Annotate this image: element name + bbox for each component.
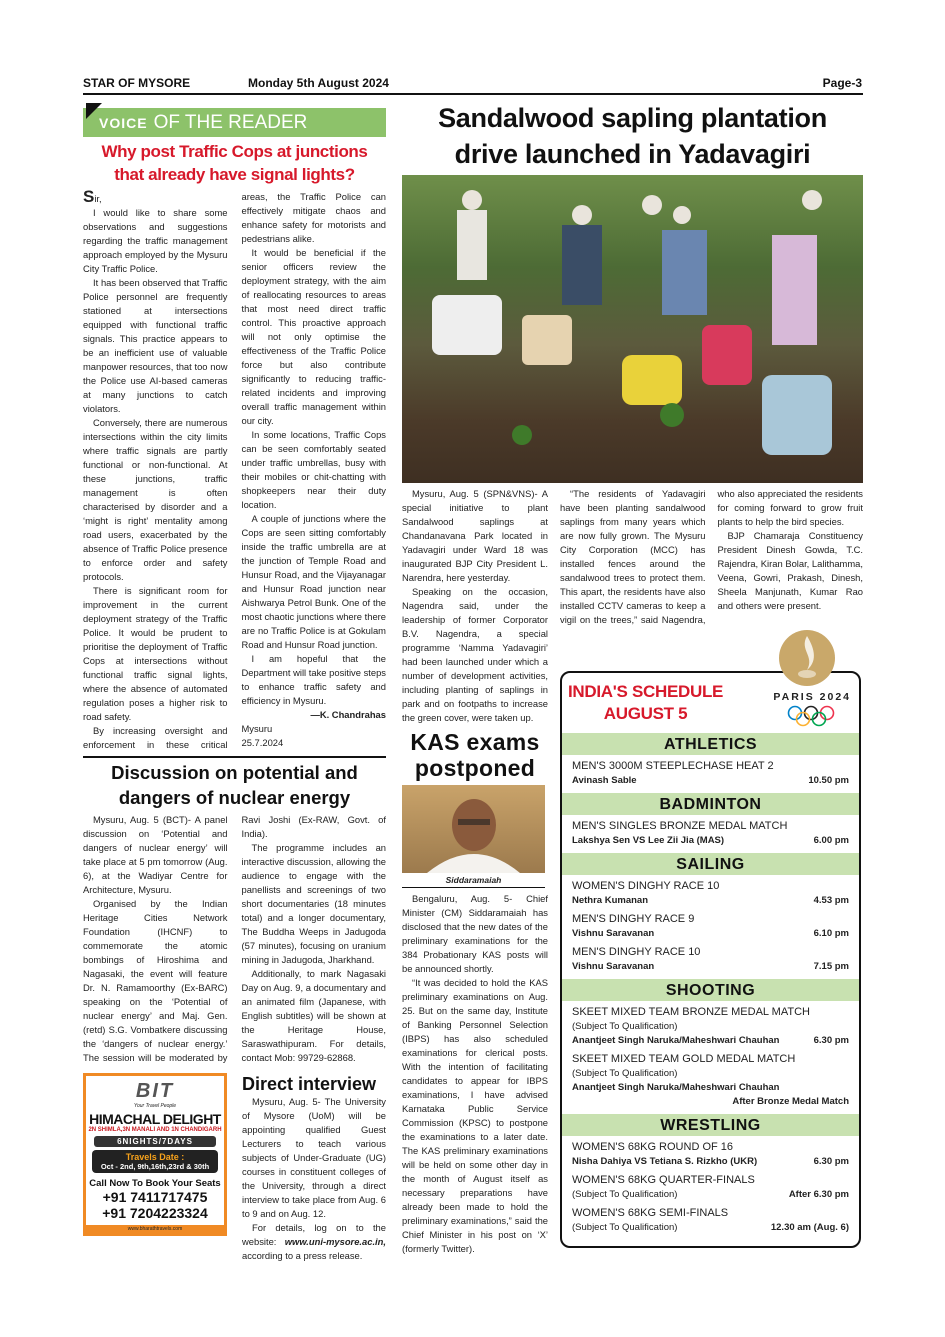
- athlete-name: Anantjeet Singh Naruka/Maheshwari Chauhan: [572, 1035, 780, 1046]
- signature: —K. Chandrahas: [310, 709, 386, 720]
- athlete-name: Vishnu Saravanan: [572, 928, 655, 939]
- headline-line: KAS exams: [410, 729, 540, 755]
- letter-headline: [83, 140, 386, 186]
- schedule-title: [568, 681, 723, 725]
- paragraph: It would be beneficial if the senior officers review the deployment strategy, with the aim of reallocating resources to areas that most need direct traffic control. This proactive approach will not only optimise the effectiveness of the Traffic Police force but also contribute significantly to reducing traffic-related incidents and improving overall traffic management within our city.: [241, 247, 386, 426]
- event-row: [572, 1188, 849, 1202]
- sandalwood-headline: [402, 100, 863, 172]
- headline-line: postponed: [414, 755, 536, 781]
- sport-events: [562, 819, 859, 853]
- header-rule: [83, 93, 863, 95]
- paragraph: Conversely, there are numerous intersections within the city limits where traffic signals are partly functional or non-functional. At these junctions, traffic management is often characterised by disorder and a ‘might is right’ mentality among road users, exacerbated by the absence of Traffic Police presence to enforce order and safety protocols.: [83, 417, 228, 582]
- india-schedule-box: [560, 671, 861, 1248]
- ad-brand-logo: BIT: [135, 1079, 175, 1102]
- paragraph: Organised by the Indian Heritage Cities Network Foundation (IHCNF) to commemorate the atomic bombings of Hiroshima and Nagasaki, the event will feature Dr. N. Ramamoorthy (Ex-BARC) speaking on the ‘Potential of nuclear energy’ and Maj. Gen. (retd) S.G. Vombatkere discussing the ‘dangers of nuclear energy.’ The session will be moderated by Ravi Joshi (Ex-RAW, Govt. of India).: [83, 813, 386, 1063]
- event-name: MEN'S SINGLES BRONZE MEDAL MATCH: [572, 820, 788, 832]
- headline-line: dangers of nuclear energy: [118, 786, 351, 808]
- paragraph: Additionally, to mark Nagasaki Day on Aug. 9, a documentary and an animated film (Japanese, with English subtitles) will be shown at the Heritage House, Saraswathipuram. For details, contact Mob: 99729-62868.: [241, 967, 386, 1063]
- event-row: [572, 894, 849, 908]
- ad-tagline: Your Travel People: [133, 1102, 177, 1109]
- page-number: Page-3: [822, 76, 862, 90]
- paragraph: By increasing oversight and enforcement in these critical areas, the Traffic Police can effectively mitigate chaos and enhance safety for motorists and pedestrians alike.: [83, 191, 386, 750]
- title-line: INDIA'S SCHEDULE: [568, 682, 724, 701]
- left-column: [83, 103, 386, 1263]
- paragraph: It has been observed that Traffic Police personnel are frequently stationed at intersections equipped with functional traffic signals. This practice appears to be an inefficient use of valuable manpower resources, that too now the Police use AI-based cameras at many junctions to catch violators.: [83, 277, 228, 414]
- letter-date: 25.7.2024: [241, 737, 284, 748]
- event-name: WOMEN'S DINGHY RACE 10: [572, 880, 720, 892]
- event-row: [572, 1081, 849, 1095]
- schedule-list: [562, 733, 859, 1240]
- event-name: WOMEN'S 68KG ROUND OF 16: [572, 1141, 734, 1153]
- qualification-note: (Subject To Qualification): [572, 1189, 678, 1200]
- event-name: MEN'S DINGHY RACE 9: [572, 913, 695, 925]
- kas-headline: [402, 729, 548, 781]
- event-time: 4.53 pm: [813, 895, 849, 906]
- paris-2024-wordmark: PARIS 2024: [773, 691, 851, 703]
- ad-dates: Oct - 2nd, 9th,16th,23rd & 30th: [100, 1161, 210, 1171]
- event-row: [572, 927, 849, 941]
- qualification-note: (Subject To Qualification): [572, 1068, 678, 1079]
- sport-events: [562, 1140, 859, 1240]
- ad-phone[interactable]: +91 7411717475: [102, 1188, 208, 1205]
- letter-body: [83, 187, 386, 752]
- qualification-note: (Subject To Qualification): [572, 1021, 678, 1032]
- right-column: [560, 487, 863, 1248]
- banner-rest: OF THE READER: [153, 112, 308, 133]
- event-time: 6.10 pm: [813, 928, 849, 939]
- ad-website[interactable]: www.bharathtravels.com: [86, 1225, 224, 1233]
- event-name: MEN'S 3000M STEEPLECHASE HEAT 2: [572, 760, 774, 772]
- interview-article: [242, 1073, 386, 1263]
- event-time: 10.50 pm: [808, 775, 849, 786]
- photo-caption: Siddaramaiah: [402, 873, 545, 888]
- athlete-name: Anantjeet Singh Naruka/Maheshwari Chauhan: [572, 1082, 780, 1093]
- event-row: [572, 774, 849, 788]
- headline-line: Discussion on potential and: [111, 761, 358, 783]
- athlete-name: Lakshya Sen VS Lee Zii Jia (MAS): [572, 835, 725, 846]
- athlete-name: Avinash Sable: [572, 775, 637, 786]
- kas-body: [402, 892, 548, 1256]
- headline-line: drive launched in Yadavagiri: [454, 139, 811, 169]
- event-time: After Bronze Medal Match: [732, 1096, 849, 1107]
- schedule-wrapper: [560, 671, 863, 1248]
- paragraph: “The residents of Yadavagiri have been planting sandalwood saplings from many years which are now fully grown. The Mysuru City Corporation (MCC) has installed fences around the sandalwood trees to protect them. This apart, the residents have also installed CCTV cameras to keep a vigil on the trees,” said Nagendra, who also appreciated the residents for coming forward to grow fruit plants to help the bird species.: [560, 488, 863, 625]
- voice-of-reader-banner: [83, 108, 386, 137]
- details-text: For details, log on to the website:: [242, 1221, 386, 1247]
- event-name: WOMEN'S 68KG QUARTER-FINALS: [572, 1174, 755, 1186]
- sport-header-shooting: SHOOTING: [562, 979, 859, 1001]
- headline-line: Why post Traffic Cops at junctions: [101, 142, 368, 161]
- ad-cta: Call Now To Book Your Seats: [89, 1177, 221, 1189]
- event-row: [572, 834, 849, 848]
- siddaramaiah-photo: [402, 785, 545, 873]
- athlete-name: Nisha Dahiya VS Tetiana S. Rizkho (UKR): [572, 1156, 758, 1167]
- letter-place: Mysuru: [241, 723, 273, 734]
- ad-route: 2N SHIMLA,3N MANALI AND 1N CHANDIGARH: [88, 1126, 222, 1133]
- paragraph: “It was decided to hold the KAS preliminary examinations on Aug. 25. But on the same day, Institute of Banking Personnel Selection (IBPS) has also scheduled examinations for clerical posts. With the intention of facilitating candidates to appear for IBPS examinations, I have advised Karnataka Public Service Commission (KPSC) to postpone the examinations to a later date. The KAS preliminary examinations will be held on some other day in the month of August itself as necessary preparations have already been made to hold the preliminary examinations,” said the Chief Minister in his post on ‘X’ (formerly Twitter).: [402, 977, 548, 1254]
- sport-header-badminton: BADMINTON: [562, 793, 859, 815]
- lower-row: [402, 487, 863, 1256]
- event-row: [572, 1221, 849, 1235]
- paragraph: There is significant room for improvement in the current deployment strategy of the Traffic Police. It would be prudent to prioritise the deployment of Traffic Cops at intersections without functional traffic signal lights, where the absence of automated regulation poses a higher risk to road safety.: [83, 585, 228, 722]
- paris-2024-logo-block: [773, 691, 851, 727]
- sport-events: [562, 879, 859, 979]
- paragraph: I would like to share some observations and suggestions regarding the traffic management approach employed by the Mysuru City Traffic Police.: [83, 207, 228, 274]
- paragraph: In some locations, Traffic Cops can be seen comfortably seated under traffic umbrellas, busy with their mobiles or chit-chatting with shopkeepers near their duty location.: [241, 429, 386, 510]
- paragraph: Speaking on the occasion, Nagendra said, under the leadership of former Corporator B.V. Nagendra, a special programme ‘Namma Yadavagiri’ had been launched under which a number of development activities, including planting of saplings in park and on footpaths to increase the green cover, were taken up.: [402, 586, 548, 723]
- paragraph: The programme includes an interactive discussion, allowing the audience to engage with the panellists and screenings of two short documentaries (18 minutes total) and a longer documentary, The Buddha Weeps in Jadugoda (57 minutes), focusing on uranium mining in Jadugoda, Jharkhand.: [241, 841, 386, 965]
- paragraph: Mysuru, Aug. 5 (SPN&VNS)- A special initiative to plant Sandalwood saplings at Chandanavana Park located in Yadavagiri under Ward 18 was inaugurated BJP City President L. Narendra, here yesterday.: [402, 488, 548, 583]
- sandalwood-body-end: [560, 487, 863, 627]
- event-time: 6.30 pm: [813, 1156, 849, 1167]
- plantation-photo: [402, 175, 863, 483]
- nuclear-body: [83, 813, 386, 1065]
- ad-duration: 6NIGHTS/7DAYS: [94, 1136, 216, 1147]
- paragraph: Mysuru, Aug. 5 (BCT)- A panel discussion on ‘Potential and dangers of nuclear energy’ will take place at 5 pm tomorrow (Aug. 6), at the Wadiyar Centre for Architecture, Mysuru.: [83, 813, 228, 895]
- details-text: according to a press release.: [242, 1249, 363, 1261]
- athlete-name: Nethra Kumanan: [572, 895, 649, 906]
- event-name: SKEET MIXED TEAM GOLD MEDAL MATCH: [572, 1053, 796, 1065]
- nuclear-headline: [83, 760, 386, 810]
- event-row: [572, 960, 849, 974]
- sport-header-sailing: SAILING: [562, 853, 859, 875]
- ad-dates-label: Travels Date :: [125, 1151, 185, 1162]
- event-row: [572, 1034, 849, 1048]
- title-line: AUGUST 5: [603, 704, 688, 723]
- event-row: [572, 1095, 849, 1109]
- interview-headline: Direct interview: [242, 1073, 377, 1094]
- sandalwood-body-start: [402, 487, 548, 725]
- sport-events: [562, 759, 859, 793]
- banner-voice: VOICE: [99, 115, 148, 131]
- ad-phone[interactable]: +91 7204223324: [102, 1204, 208, 1221]
- salutation: Sir,: [83, 187, 102, 206]
- headline-line: Sandalwood sapling plantation: [438, 103, 827, 133]
- event-time: 12.30 am (Aug. 6): [770, 1222, 849, 1233]
- people-planting-illustration: [402, 175, 863, 483]
- event-name: SKEET MIXED TEAM BRONZE MEDAL MATCH: [572, 1006, 810, 1018]
- middle-column: [402, 487, 548, 1256]
- travel-advertisement[interactable]: [83, 1073, 227, 1236]
- paragraph: BJP Chamaraja Constituency President Dinesh Gowda, T.C. Rajendra, Kiran Bolar, Lalithamma, Veena, Gowri, Prakash, Dinesh, Sheela Manjunath, Kumar Rao and others were present.: [717, 530, 863, 611]
- event-time: 6.00 pm: [813, 835, 849, 846]
- event-row: [572, 1155, 849, 1169]
- newspaper-name: STAR OF MYSORE: [83, 76, 191, 90]
- bottom-row: [83, 1073, 386, 1263]
- divider: [83, 756, 386, 758]
- athlete-name: Vishnu Saravanan: [572, 961, 655, 972]
- issue-date: Monday 5th August 2024: [248, 76, 389, 90]
- paris-2024-flame-logo: [779, 630, 835, 686]
- event-name: WOMEN'S 68KG SEMI-FINALS: [572, 1207, 729, 1219]
- event-time: After 6.30 pm: [788, 1189, 849, 1200]
- interview-body: [242, 1095, 386, 1263]
- qualification-note: (Subject To Qualification): [572, 1222, 678, 1233]
- headline-line: that already have signal lights?: [114, 165, 355, 184]
- paragraph: Mysuru, Aug. 5- The University of Mysore (UoM) will be appointing qualified Guest Lecturers to teach various subjects of Under-Graduate (UG) courses in constituent colleges of the University, through a direct interview to take place from Aug. 6 to 9 and on Aug. 12.: [242, 1095, 386, 1219]
- ad-title: HIMACHAL DELIGHT: [89, 1110, 221, 1127]
- sport-header-wrestling: WRESTLING: [562, 1114, 859, 1136]
- event-name: MEN'S DINGHY RACE 10: [572, 946, 701, 958]
- paragraph: Bengaluru, Aug. 5- Chief Minister (CM) Siddaramaiah has disclosed that the new dates of the preliminary examinations for the 384 Probationary KAS posts will be announced shortly.: [402, 893, 548, 974]
- right-area: [402, 100, 863, 1256]
- sport-events: [562, 1005, 859, 1114]
- event-time: 6.30 pm: [813, 1035, 849, 1046]
- paragraph: A couple of junctions where the Cops are seen sitting comfortably inside the traffic umbrella are at the junction of Temple Road and Hunsur Road, and the Vijayanagar and Hunsur Road junction near Aishwarya Petrol Bunk. One of the most chaotic junctions where there are no Traffic Police is at Gokulam Road and Hunsur Road junction.: [241, 513, 386, 650]
- olympic-rings-icon: [787, 705, 837, 727]
- website-link[interactable]: www.uni-mysore.ac.in,: [284, 1235, 386, 1247]
- sport-header-athletics: ATHLETICS: [562, 733, 859, 755]
- event-time: 7.15 pm: [813, 961, 849, 972]
- paragraph: I am hopeful that the Department will take positive steps to enhance traffic safety and efficiency in Mysuru.: [241, 653, 386, 706]
- banner-corner-mark: [86, 103, 102, 119]
